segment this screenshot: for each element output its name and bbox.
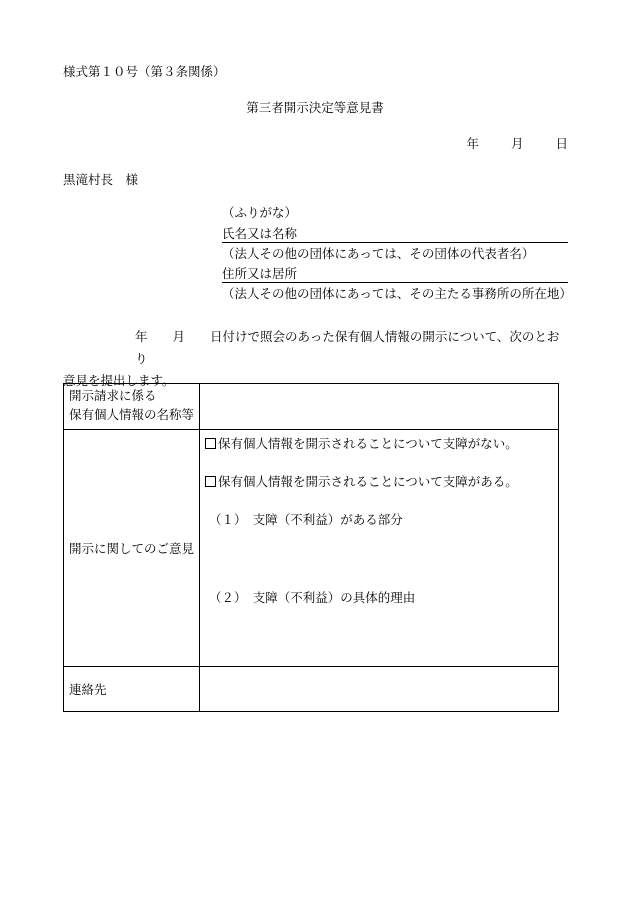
info-name-label-line2: 保有個人情報の名称等 bbox=[69, 407, 195, 422]
info-name-label-line1: 開示請求に係る bbox=[69, 388, 157, 403]
date-day: 日 bbox=[555, 136, 568, 151]
body-line-2: 意見を提出します。 bbox=[63, 373, 175, 388]
address-label: 住所又は居所 bbox=[222, 266, 298, 281]
opinion-value-cell bbox=[200, 430, 559, 667]
name-note: （法人その他の団体にあっては、その団体の代表者名） bbox=[222, 246, 535, 261]
form-number: 様式第１０号（第３条関係） bbox=[63, 64, 226, 79]
contact-value-cell[interactable] bbox=[200, 667, 559, 712]
address-note: （法人その他の団体にあっては、その主たる事務所の所在地） bbox=[222, 286, 572, 301]
opinion-label: 開示に関してのご意見 bbox=[69, 541, 195, 556]
addressee: 黒滝村長 様 bbox=[63, 172, 139, 187]
option-no-obstacle-label: 保有個人情報を開示されることについて支障がない。 bbox=[218, 436, 518, 451]
option-obstacle-label: 保有個人情報を開示されることについて支障がある。 bbox=[218, 474, 518, 489]
checkbox-obstacle[interactable] bbox=[205, 476, 216, 487]
name-underline bbox=[222, 242, 568, 243]
opinion-table bbox=[63, 383, 559, 712]
option-no-obstacle[interactable] bbox=[200, 438, 518, 451]
checkbox-no-obstacle[interactable] bbox=[205, 438, 216, 449]
name-label: 氏名又は名称 bbox=[222, 226, 298, 241]
document-title: 第三者開示決定等意見書 bbox=[246, 100, 384, 115]
furigana-label: （ふりがな） bbox=[222, 205, 298, 220]
option-obstacle[interactable] bbox=[200, 476, 518, 489]
table-row-info-name bbox=[64, 384, 559, 430]
info-name-label-cell bbox=[64, 384, 200, 430]
address-underline bbox=[222, 282, 568, 283]
table-row-opinion bbox=[64, 430, 559, 667]
contact-label-cell bbox=[64, 667, 200, 712]
date-month: 月 bbox=[511, 136, 524, 151]
contact-label: 連絡先 bbox=[69, 682, 107, 697]
date-line bbox=[467, 138, 568, 151]
sub-item-obstacle-part: （１） 支障（不利益）がある部分 bbox=[209, 512, 403, 527]
info-name-value-cell[interactable] bbox=[200, 384, 559, 430]
body-line-1: 年 月 日付けで照会のあった保有個人情報の開示について、次のとおり bbox=[135, 329, 560, 366]
table-row-contact bbox=[64, 667, 559, 712]
date-year: 年 bbox=[466, 136, 480, 151]
sub-item-obstacle-reason: （２） 支障（不利益）の具体的理由 bbox=[209, 590, 416, 605]
opinion-label-cell bbox=[64, 430, 200, 667]
